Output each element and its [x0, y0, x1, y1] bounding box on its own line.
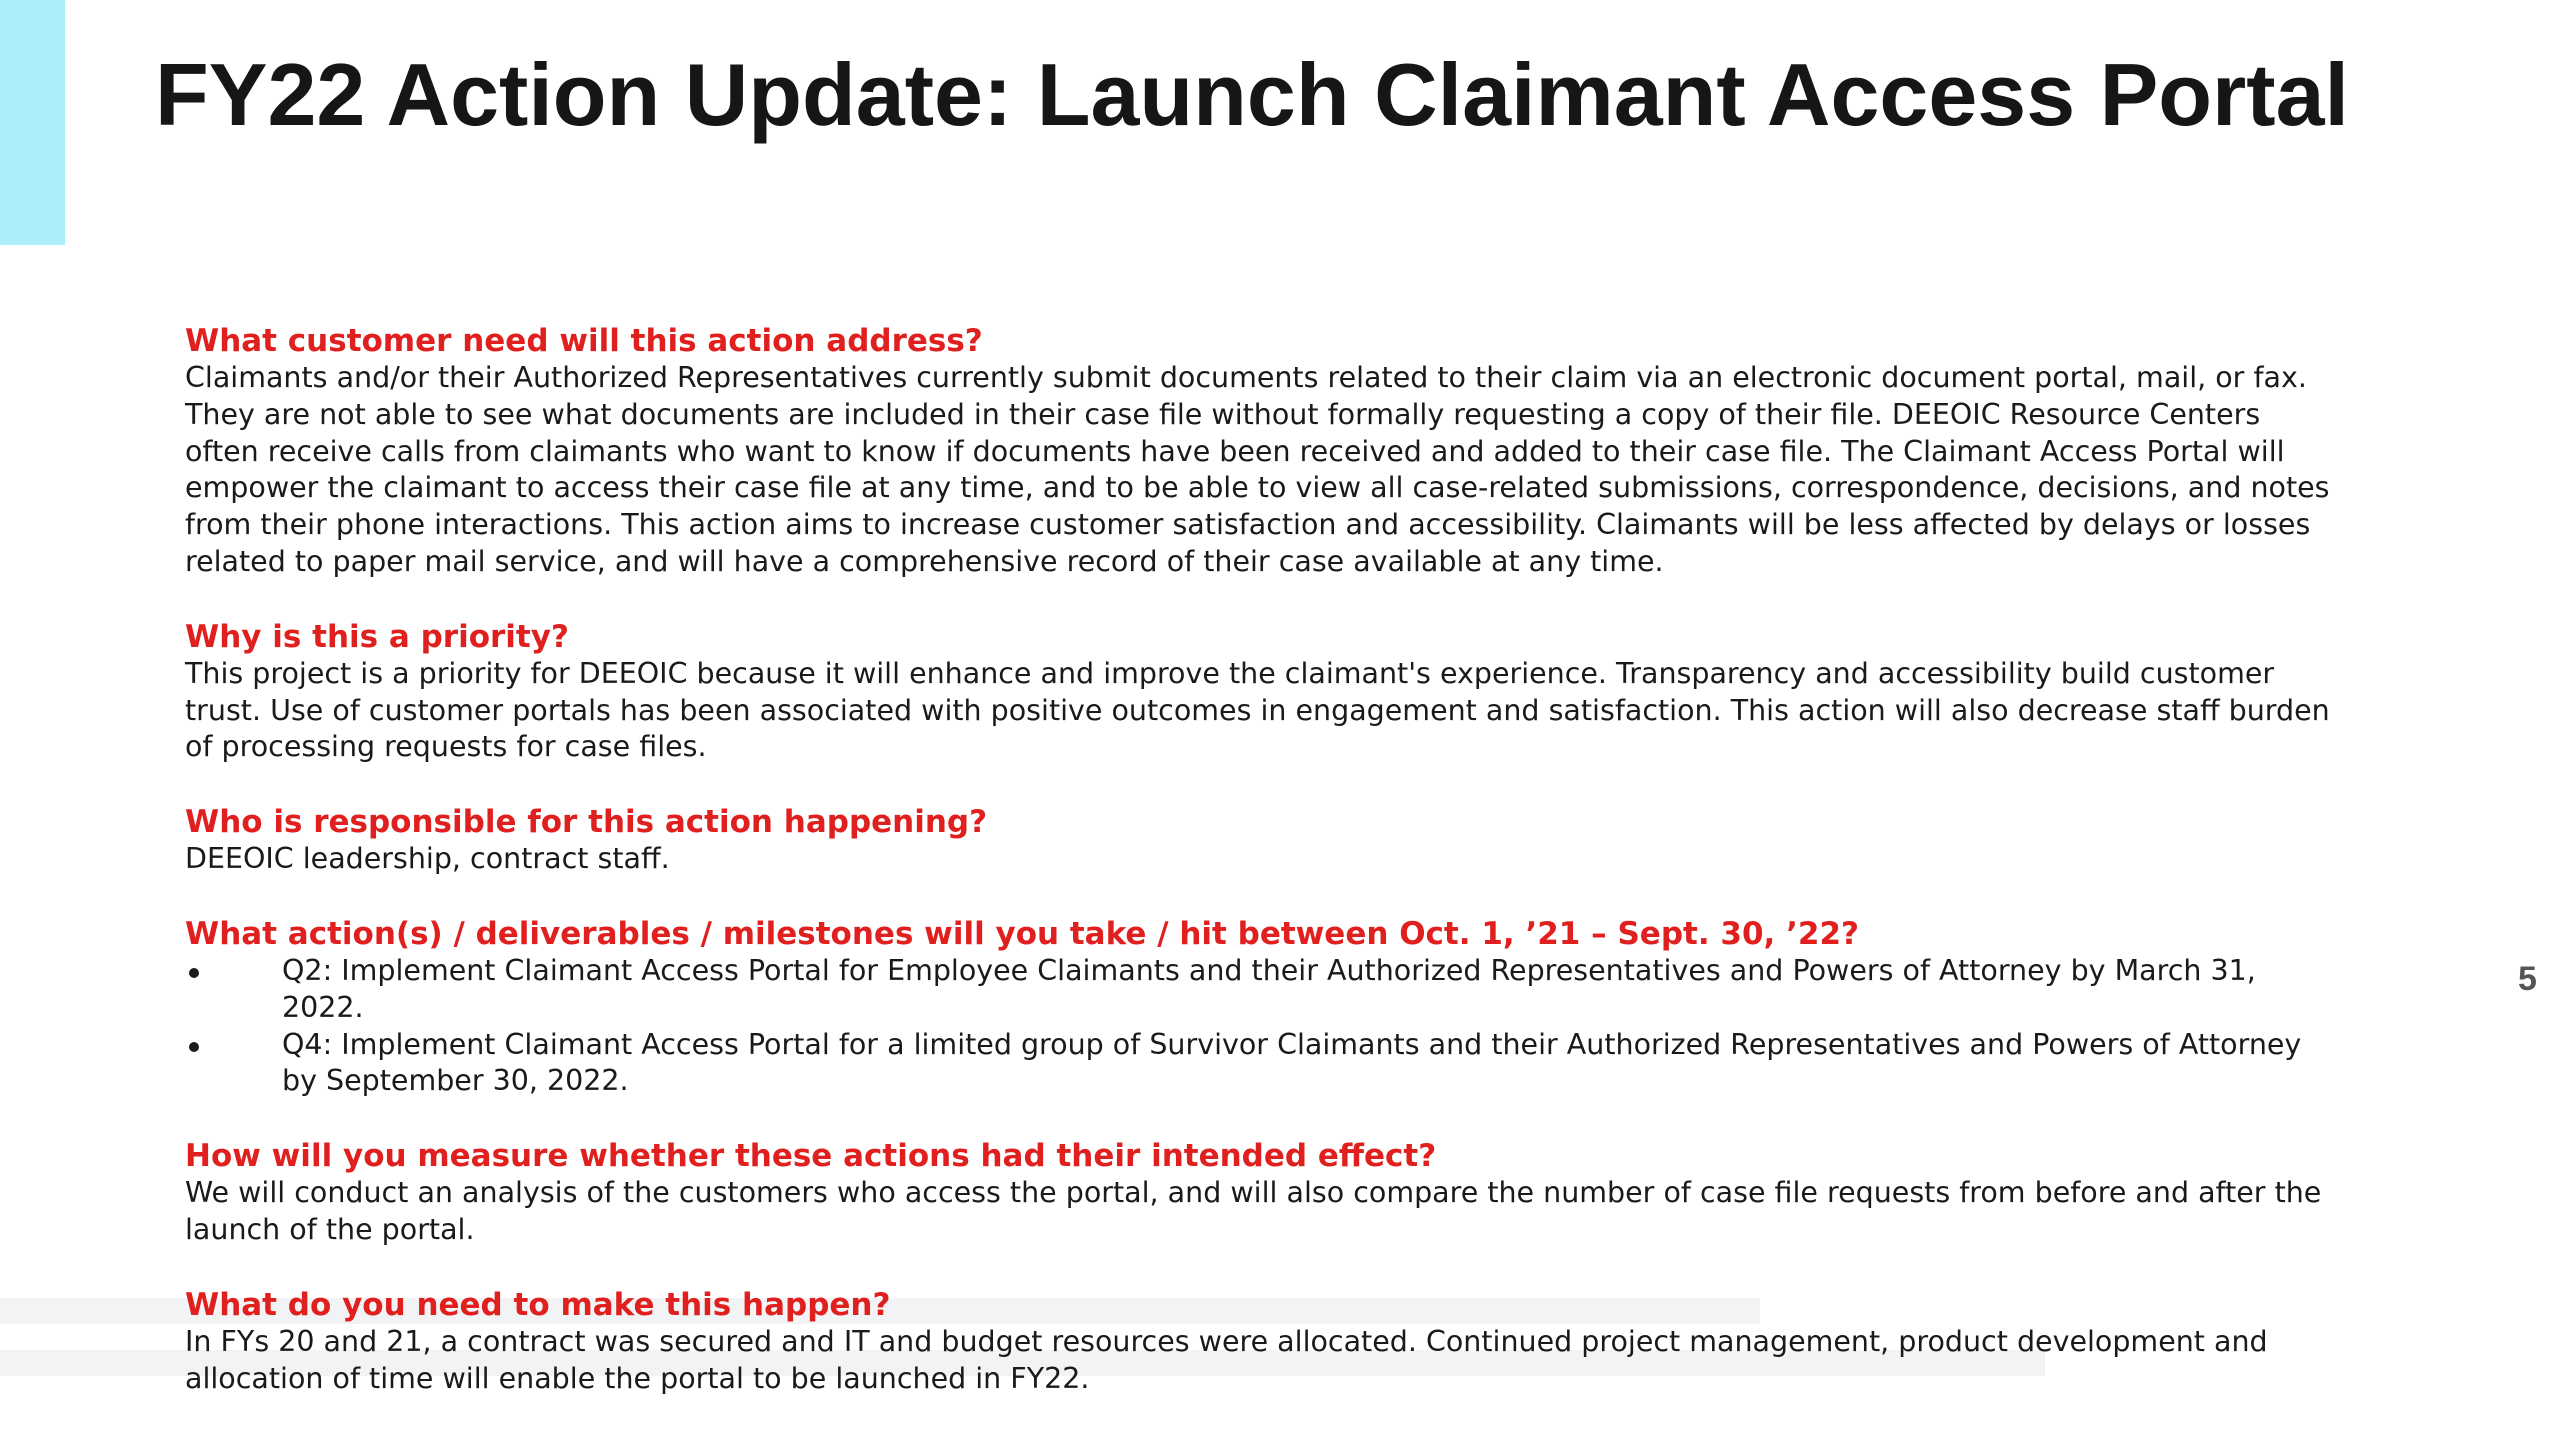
slide-title: FY22 Action Update: Launch Claimant Access Portal	[155, 45, 2349, 144]
section-question: How will you measure whether these actions had their intended effect?	[185, 1138, 1437, 1175]
slide-body	[185, 322, 2335, 1434]
section-answer: DEEOIC leadership, contract staff.	[185, 842, 670, 876]
section-question: Why is this a priority?	[185, 618, 569, 655]
section-needs	[185, 1286, 2335, 1398]
section-answer: This project is a priority for DEEOIC because it will enhance and improve the claimant's experience. Transparency and accessibility build customer trust. Use of customer portals has been associated with positive outcomes in engagement and satisfaction. This action will also decrease staff burden of processing requests for case files.	[185, 656, 2330, 764]
section-question: Who is responsible for this action happening?	[185, 804, 988, 841]
bullet-icon	[189, 968, 199, 978]
title-accent-bar	[0, 0, 65, 245]
section-responsible	[185, 803, 2335, 878]
section-answer: Claimants and/or their Authorized Representatives currently submit documents related to their claim via an electronic document portal, mail, or fax. They are not able to see what documents are included in their case file without formally requesting a copy of their file. DEEOIC Resource Centers often receive calls from claimants who want to know if documents have been received and added to their case file. The Claimant Access Portal will empower the claimant to access their case file at any time, and to be able to view all case-related submissions, correspondence, decisions, and notes from their phone interactions. This action aims to increase customer satisfaction and accessibility. Claimants will be less affected by delays or losses related to paper mail service, and will have a comprehensive record of their case available at any time.	[185, 361, 2330, 578]
section-answer: We will conduct an analysis of the customers who access the portal, and will also compare the number of case file requests from before and after the launch of the portal.	[185, 1176, 2322, 1246]
milestone-text: Q4: Implement Claimant Access Portal for a limited group of Survivor Claimants and their Authorized Representatives and Powers of Attorney by September 30, 2022.	[282, 1027, 2302, 1098]
section-question: What customer need will this action address?	[185, 323, 983, 359]
milestone-item	[185, 953, 2335, 1027]
section-priority	[185, 618, 2335, 766]
section-answer: In FYs 20 and 21, a contract was secured and IT and budget resources were allocated. Continued project management, product development and allocation of time will enable the portal to be launched in FY22.	[185, 1324, 2268, 1395]
section-measurement	[185, 1137, 2335, 1249]
milestone-item	[185, 1027, 2335, 1101]
milestone-text: Q2: Implement Claimant Access Portal for Employee Claimants and their Authorized Representatives and Powers of Attorney by March 31, 2022.	[282, 953, 2256, 1024]
section-question: What do you need to make this happen?	[185, 1286, 891, 1323]
bullet-icon	[189, 1042, 199, 1052]
section-milestones	[185, 915, 2335, 1100]
page-number: 5	[2518, 960, 2537, 998]
milestone-list	[185, 953, 2335, 1100]
section-customer-need	[185, 322, 2335, 581]
section-question: What action(s) / deliverables / milestones will you take / hit between Oct. 1, ’21 – Sept. 30, ’22?	[185, 915, 1859, 952]
